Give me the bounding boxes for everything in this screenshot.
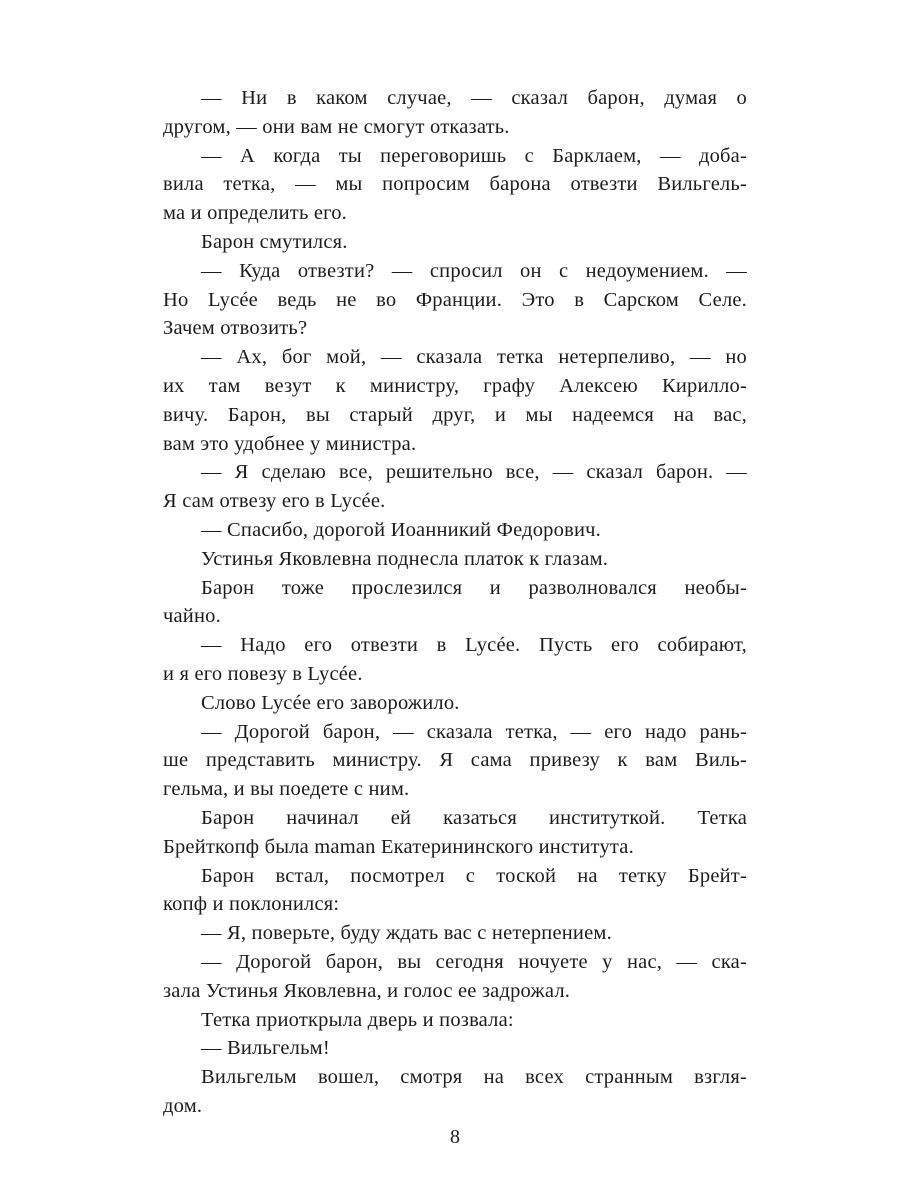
paragraph — [163, 343, 747, 458]
paragraph — [163, 919, 747, 948]
text-line: чайно. — [163, 605, 221, 628]
paragraph — [163, 1006, 747, 1035]
text-line: Вильгельм вошел, смотря на всех странным взгля- — [201, 1066, 747, 1089]
text-line: Барон начинал ей казаться институткой. Тетка — [201, 806, 747, 829]
paragraph — [163, 1034, 747, 1063]
text-line: гельма, и вы поедете с ним. — [163, 778, 410, 801]
text-line: Слово Lycée его заворожило. — [201, 691, 460, 714]
paragraph — [163, 574, 747, 632]
text-line: вичу. Барон, вы старый друг, и мы надеемся на вас, — [163, 403, 747, 426]
text-line: Устинья Яковлевна поднесла платок к глазам. — [201, 547, 609, 570]
text-line: дом. — [163, 1094, 203, 1117]
paragraph — [163, 631, 747, 689]
text-line: копф и поклонился: — [163, 893, 340, 916]
text-line: ма и определить его. — [163, 202, 347, 225]
text-line: Тетка приоткрыла дверь и позвала: — [201, 1008, 514, 1031]
text-line: Барон встал, посмотрел с тоской на тетку Брейт- — [201, 864, 747, 887]
paragraph — [163, 142, 747, 228]
text-line: — А когда ты переговоришь с Барклаем, — доба- — [201, 144, 747, 167]
paragraph — [163, 718, 747, 804]
paragraph — [163, 545, 747, 574]
text-line: ше представить министру. Я сама привезу к вам Виль- — [163, 749, 747, 772]
text-line: вила тетка, — мы попросим барона отвезти Вильгель- — [163, 173, 747, 196]
text-line: другом, — они вам не смогут отказать. — [163, 115, 510, 138]
text-line: и я его повезу в Lycée. — [163, 662, 363, 685]
text-line: — Ах, бог мой, — сказала тетка нетерпеливо, — но — [201, 346, 747, 369]
text-line: — Дорогой барон, вы сегодня ночуете у нас, — ска- — [201, 950, 747, 973]
paragraph — [163, 948, 747, 1006]
text-line: Но Lycée ведь не во Франции. Это в Сарском Селе. — [163, 288, 747, 311]
paragraph — [163, 862, 747, 920]
text-line: вам это удобнее у министра. — [163, 432, 417, 455]
text-line: их там везут к министру, графу Алексею Кирилло- — [163, 374, 747, 397]
text-line: Зачем отвозить? — [163, 317, 308, 340]
text-line: Барон тоже прослезился и разволновался необы- — [201, 576, 747, 599]
page-number: 8 — [450, 1126, 460, 1148]
paragraph — [163, 257, 747, 343]
text-line: — Дорогой барон, — сказала тетка, — его надо рань- — [201, 720, 747, 743]
text-line: — Я, поверьте, буду ждать вас с нетерпением. — [201, 922, 612, 945]
text-line: Брейткопф была maman Екатерининского института. — [163, 835, 634, 858]
paragraph — [163, 1063, 747, 1121]
text-line: — Куда отвезти? — спросил он с недоумением. — — [201, 259, 747, 282]
text-line: зала Устинья Яковлевна, и голос ее задрожал. — [163, 979, 571, 1002]
text-line: — Ни в каком случае, — сказал барон, думая о — [201, 87, 747, 109]
paragraph — [163, 689, 747, 718]
text-line: Я сам отвезу его в Lycée. — [163, 490, 386, 513]
paragraph — [163, 804, 747, 862]
text-line: — Спасибо, дорогой Иоанникий Федорович. — [201, 518, 601, 541]
paragraph — [163, 458, 747, 516]
paragraph — [163, 84, 747, 142]
paragraph — [163, 516, 747, 545]
text-line: — Вильгельм! — [201, 1037, 330, 1060]
paragraph — [163, 228, 747, 257]
text-line: Барон смутился. — [201, 230, 348, 253]
text-line: — Надо его отвезти в Lycée. Пусть его собирают, — [201, 634, 747, 657]
page-text — [163, 84, 747, 1121]
text-line: — Я сделаю все, решительно все, — сказал барон. — — [201, 461, 747, 484]
